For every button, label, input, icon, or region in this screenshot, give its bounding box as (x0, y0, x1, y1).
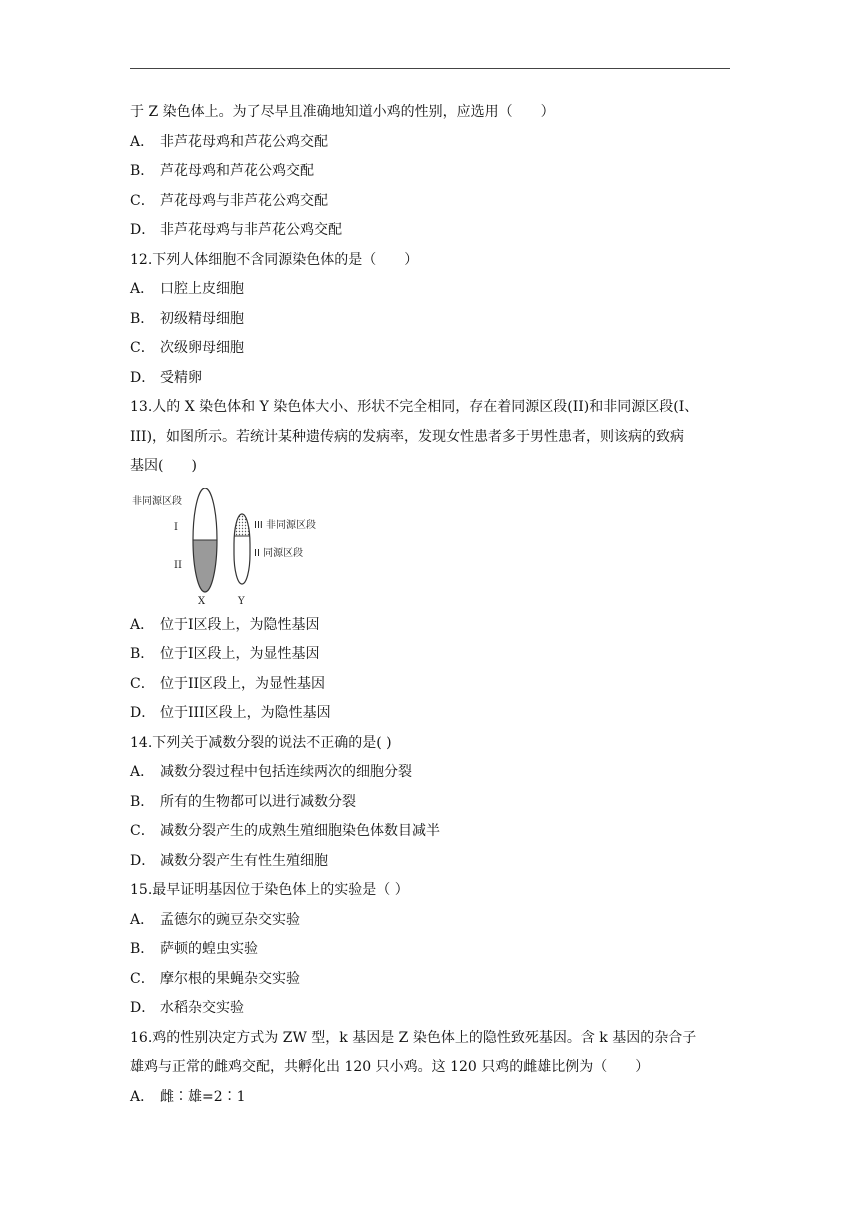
q12-option-a[interactable] (130, 275, 732, 305)
option-key: A． (130, 911, 155, 928)
label-nonhomologous-left: 非同源区段 (132, 495, 182, 507)
option-text: 所有的生物都可以进行减数分裂 (160, 793, 356, 810)
option-key: C． (130, 823, 155, 839)
label-region-ii: II (174, 559, 182, 571)
q15-stem: 15.最早证明基因位于染色体上的实验是（ ） (130, 882, 409, 898)
header-rule (130, 68, 730, 69)
option-text: 非芦花母鸡和芦花公鸡交配 (160, 133, 328, 150)
option-text: 位于I区段上，为隐性基因 (160, 616, 320, 633)
label-region-i: I (174, 521, 178, 533)
q12-option-c[interactable] (130, 334, 732, 364)
q15-option-a[interactable] (130, 906, 732, 936)
label-region-iii-right: III 非同源区段 (254, 519, 317, 531)
option-key: C． (130, 192, 155, 209)
q12-option-b[interactable] (130, 305, 732, 335)
option-text: 口腔上皮细胞 (160, 281, 244, 297)
q12-option-d[interactable] (130, 364, 732, 394)
q15-option-b[interactable] (130, 935, 732, 965)
q11-option-c[interactable] (130, 187, 732, 217)
q11-option-b[interactable] (130, 157, 732, 187)
q16-stem-line2: 雄鸡与正常的雌鸡交配，共孵化出 120 只小鸡。这 120 只鸡的雌雄比例为（ ） (130, 1059, 650, 1075)
option-key: B． (130, 646, 155, 662)
option-key: D． (130, 1000, 156, 1016)
option-text: 摩尔根的果蝇杂交实验 (160, 970, 300, 987)
q14-stem: 14.下列关于减数分裂的说法不正确的是( ) (130, 734, 392, 751)
option-key: A． (130, 281, 155, 297)
q11-stem-continuation: 于 Z 染色体上。为了尽早且准确地知道小鸡的性别，应选用（ ） (130, 104, 555, 120)
y-chromosome (234, 514, 250, 584)
q13-stem-line2: III)，如图所示。若统计某种遗传病的发病率，发现女性患者多于男性患者，则该病的致病 (130, 428, 685, 445)
option-text: 减数分裂过程中包括连续两次的细胞分裂 (160, 764, 412, 780)
option-key: B． (130, 793, 155, 810)
xy-chromosome-figure (130, 488, 330, 608)
option-text: 位于III区段上，为隐性基因 (160, 705, 331, 721)
option-key: C． (130, 970, 155, 987)
q13-option-b[interactable] (130, 640, 732, 670)
option-text: 初级精母细胞 (160, 310, 244, 327)
option-key: A． (130, 1088, 155, 1105)
label-y: Y (238, 595, 245, 607)
q14-option-b[interactable] (130, 788, 732, 818)
option-text: 芦花母鸡与非芦花公鸡交配 (160, 192, 328, 209)
q13-option-a[interactable] (130, 611, 732, 641)
option-key: C． (130, 340, 155, 356)
option-key: D． (130, 222, 156, 238)
q14-option-a[interactable] (130, 758, 732, 788)
document-body (130, 98, 732, 1112)
q14-option-c[interactable] (130, 817, 732, 847)
option-key: A． (130, 133, 155, 150)
q16-option-a[interactable] (130, 1083, 732, 1113)
option-text: 水稻杂交实验 (160, 1000, 244, 1016)
option-key: B． (130, 941, 155, 957)
option-text: 雌∶雄=2∶1 (160, 1088, 246, 1105)
q13-option-d[interactable] (130, 699, 732, 729)
option-key: B． (130, 163, 155, 179)
option-text: 位于I区段上，为显性基因 (160, 646, 320, 662)
option-key: D． (130, 369, 156, 386)
q15-option-d[interactable] (130, 994, 732, 1024)
option-key: A． (130, 764, 155, 780)
option-text: 位于II区段上，为显性基因 (160, 675, 326, 692)
q13-stem-line1: 13.人的 X 染色体和 Y 染色体大小、形状不完全相同，存在着同源区段(II)和非同源区段(I、 (130, 399, 699, 415)
option-text: 减数分裂产生有性生殖细胞 (160, 852, 328, 869)
option-key: C． (130, 675, 155, 692)
option-text: 受精卵 (160, 369, 202, 386)
q14-option-d[interactable] (130, 847, 732, 877)
xy-chromosome-diagram (130, 488, 330, 608)
option-key: D． (130, 852, 156, 869)
option-key: D． (130, 705, 156, 721)
option-key: A． (130, 616, 155, 633)
option-text: 次级卵母细胞 (160, 340, 244, 356)
option-text: 孟德尔的豌豆杂交实验 (160, 911, 300, 928)
option-text: 萨顿的蝗虫实验 (160, 941, 258, 957)
option-text: 芦花母鸡和芦花公鸡交配 (160, 163, 314, 179)
option-text: 减数分裂产生的成熟生殖细胞染色体数目减半 (160, 823, 440, 839)
q12-stem: 12.下列人体细胞不含同源染色体的是（ ） (130, 251, 419, 268)
q11-option-d[interactable] (130, 216, 732, 246)
q13-stem-line3: 基因( ) (130, 458, 197, 474)
option-key: B． (130, 310, 155, 327)
q13-option-c[interactable] (130, 670, 732, 700)
option-text: 非芦花母鸡与非芦花公鸡交配 (160, 222, 342, 238)
label-x: X (198, 595, 206, 607)
q11-option-a[interactable] (130, 128, 732, 158)
label-region-ii-right: II 同源区段 (254, 547, 304, 559)
x-chromosome (193, 488, 217, 592)
q15-option-c[interactable] (130, 965, 732, 995)
q16-stem-line1: 16.鸡的性别决定方式为 ZW 型，k 基因是 Z 染色体上的隐性致死基因。含 k 基因的杂合子 (130, 1029, 697, 1046)
